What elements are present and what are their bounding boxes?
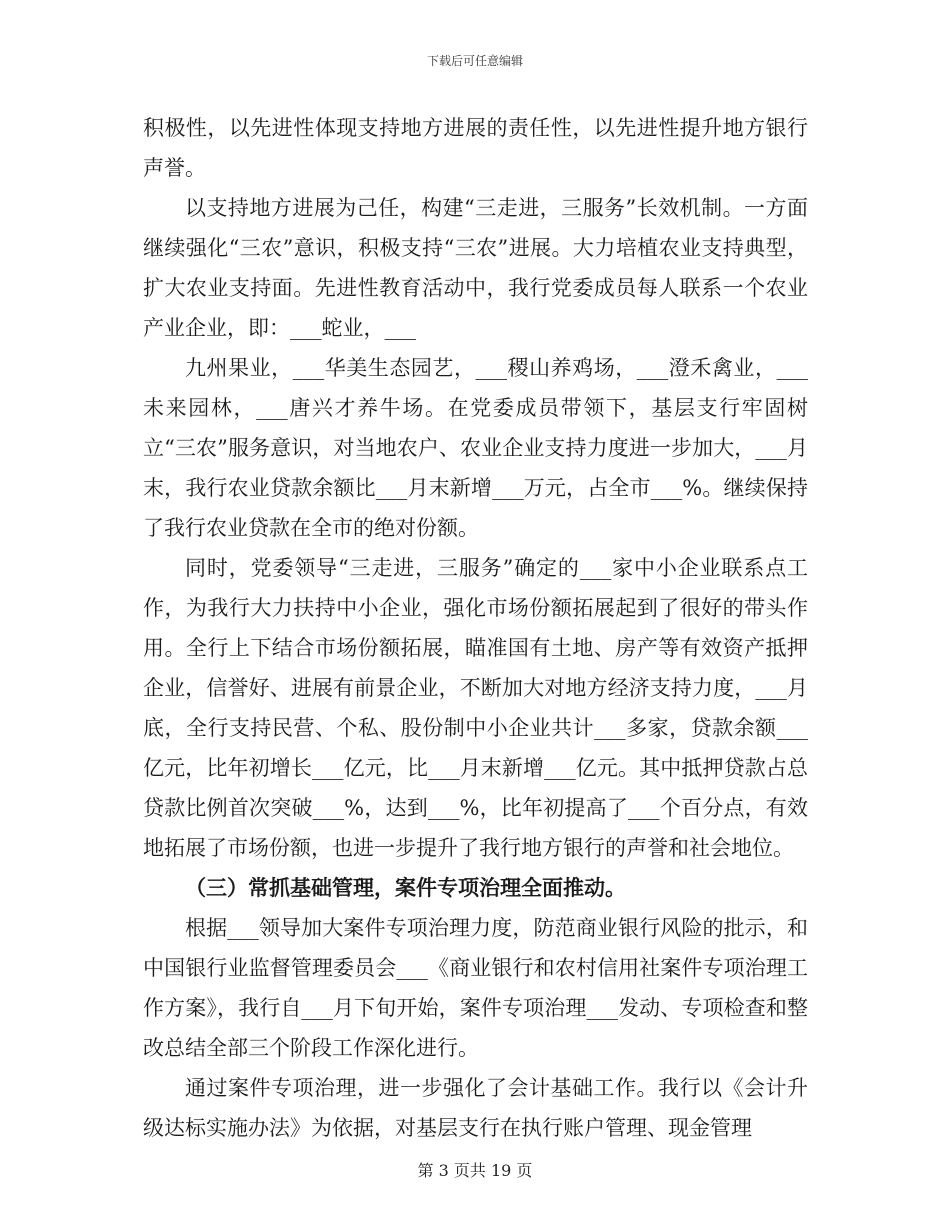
body-paragraph: 以支持地方进展为己任，构建“三走进，三服务”长效机制。一方面继续强化“三农”意识，积极支持“三农”进展。大力培植农业支持典型，扩大农业支持面。先进性教育活动中，我行党委成员每人联系一个农业产业企业，即：___蛇业，___ [143, 196, 808, 340]
body-paragraph: 通过案件专项治理，进一步强化了会计基础工作。我行以《会计升级达标实施办法》为依据，对基层支行在执行账户管理、现金管理 [143, 1076, 808, 1140]
section-heading: （三）常抓基础管理，案件专项治理全面推动。 [185, 875, 626, 900]
body-paragraph: 九州果业，___华美生态园艺，___稷山养鸡场，___澄禾禽业，___未来园林，___唐兴才养牛场。在党委成员带领下，基层支行牢固树立“三农”服务意识，对当地农户、农业企业支持力度进一步加大，___月末，我行农业贷款余额比___月末新增___万元，占全市___%。继续保持了我行农业贷款在全市的绝对份额。 [143, 356, 808, 540]
body-paragraph: 积极性，以先进性体现支持地方进展的责任性，以先进性提升地方银行声誉。 [143, 116, 808, 180]
page-number-footer: 第 3 页共 19 页 [417, 1161, 533, 1180]
body-paragraph: 根据___领导加大案件专项治理力度，防范商业银行风险的批示，和中国银行业监督管理委员会___《商业银行和农村信用社案件专项治理工作方案》，我行自___月下旬开始，案件专项治理___发动、专项检查和整改总结全部三个阶段工作深化进行。 [143, 916, 808, 1060]
page-header-note: 下载后可任意编辑 [426, 54, 523, 68]
document-body [143, 108, 808, 1148]
body-paragraph: 同时，党委领导“三走进，三服务”确定的___家中小企业联系点工作，为我行大力扶持中小企业，强化市场份额拓展起到了很好的带头作用。全行上下结合市场份额拓展，瞄准国有土地、房产等有效资产抵押企业，信誉好、进展有前景企业，不断加大对地方经济支持力度，___月底，全行支持民营、个私、股份制中小企业共计___多家，贷款余额___亿元，比年初增长___亿元，比___月末新增___亿元。其中抵押贷款占总贷款比例首次突破___%，达到___%，比年初提高了___个百分点，有效地拓展了市场份额，也进一步提升了我行地方银行的声誉和社会地位。 [143, 556, 808, 860]
